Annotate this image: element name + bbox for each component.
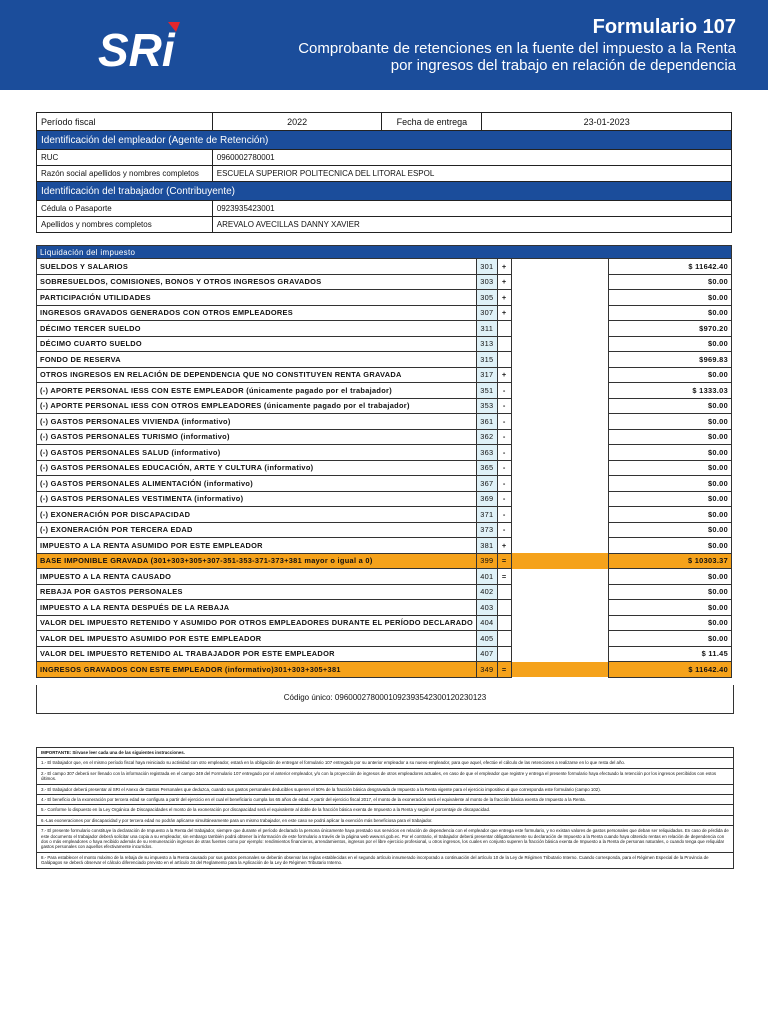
row-code: 311 [477, 321, 498, 337]
row-label: FONDO DE RESERVA [37, 352, 477, 368]
row-label: BASE IMPONIBLE GRAVADA (301+303+305+307-351-353-371-373+381 mayor o igual a 0) [37, 553, 477, 569]
row-sign: = [497, 553, 511, 569]
row-sign [497, 336, 511, 352]
row-label: IMPUESTO A LA RENTA ASUMIDO POR ESTE EMPLEADOR [37, 538, 477, 554]
row-spacer [511, 646, 608, 662]
row-label: SOBRESUELDOS, COMISIONES, BONOS Y OTROS INGRESOS GRAVADOS [37, 274, 477, 290]
row-code: 307 [477, 305, 498, 321]
instruction-item: 2.- El campo 307 deberá ser llenado con la información registrada en el campo 349 del Formulario 107 entregado por el anterior empleador, y/o con la proyección de ingresos de otros empleadores actuales, en caso de que el empleador que registre y entrega el presente formulario haya efectuado la retención por los ingresos percibidos con estos últimos. [37, 769, 733, 785]
liquidation-title: Liquidación del impuesto [37, 246, 732, 259]
period-label: Período fiscal [37, 113, 213, 131]
row-label: (-) EXONERACIÓN POR TERCERA EDAD [37, 522, 477, 538]
row-label: (-) GASTOS PERSONALES ALIMENTACIÓN (informativo) [37, 476, 477, 492]
unique-code: Código único: 0960002780001092393542300120230123 [36, 685, 734, 714]
row-value: $0.00 [609, 460, 732, 476]
sri-logo [96, 18, 184, 74]
row-value: $0.00 [609, 305, 732, 321]
row-label: DÉCIMO CUARTO SUELDO [37, 336, 477, 352]
row-spacer [511, 274, 608, 290]
row-code: 303 [477, 274, 498, 290]
row-value: $0.00 [609, 290, 732, 306]
row-sign: - [497, 507, 511, 523]
row-value: $970.20 [609, 321, 732, 337]
row-label: IMPUESTO A LA RENTA CAUSADO [37, 569, 477, 585]
row-value: $0.00 [609, 367, 732, 383]
date-value: 23-01-2023 [482, 113, 732, 131]
row-label: (-) GASTOS PERSONALES TURISMO (informativo) [37, 429, 477, 445]
row-code: 407 [477, 646, 498, 662]
row-label: PARTICIPACIÓN UTILIDADES [37, 290, 477, 306]
ruc-label: RUC [37, 150, 213, 166]
date-label: Fecha de entrega [382, 113, 482, 131]
row-code: 353 [477, 398, 498, 414]
row-spacer [511, 336, 608, 352]
instruction-item: 8.- Para establecer el monto máximo de la rebaja de su impuesto a la Renta causado por sus gastos personales se deberán observar las reglas establecidas en el segundo artículo innumerado incorporado a continuación del artículo 10 de la Ley de Régimen Tributario Interno. Cuando corresponda, para el Régimen Especial de la Provincia de Galápagos se deberá observar el cálculo diferenciado previsto en el artículo 34 del Reglamento para la Aplicación de la Ley de Régimen Tributario Interno. [41, 854, 709, 866]
row-code: 301 [477, 259, 498, 275]
row-code: 369 [477, 491, 498, 507]
row-code: 371 [477, 507, 498, 523]
row-value: $0.00 [609, 538, 732, 554]
liquidation-row [37, 383, 732, 399]
row-spacer [511, 383, 608, 399]
liquidation-row [37, 507, 732, 523]
row-spacer [511, 538, 608, 554]
liquidation-row [37, 398, 732, 414]
row-sign: - [497, 460, 511, 476]
instruction-item: 7.- El presente formulario constituye la declaración de Impuesto a la Renta del trabajador, siempre que durante el período declarado la persona únicamente haya prestado sus servicios en relación de dependencia con el empleador que entrega este formulario, y no existan valores de gastos personales que deban ser reliquidados. En caso de pérdida de este documento el trabajador deberá solicitar una copia a su empleador, sin embargo también podrá obtener la información de este formulario a través de la página web www.sri.gob.ec. Por el contrario, el trabajador deberá presentar obligatoriamente su declaración de Impuesto a la Renta cuando haya obtenido rentas en relación de dependencia con dos o más empleadores o haya recibido además de su remuneración ingresos de otras fuentes como por ejemplo: rendimientos financieros, arrendamientos, ingresos por el libre ejercicio profesional, u otros ingresos, los cuales en conjunto superen la fracción básica exenta de Impuesto a la Renta de personas naturales, o cuando tenga que reliquidar gastos personales con aquellos efectivamente incurridos. [37, 826, 733, 853]
liquidation-row [37, 615, 732, 631]
row-label: (-) GASTOS PERSONALES VIVIENDA (informativo) [37, 414, 477, 430]
row-code: 365 [477, 460, 498, 476]
row-sign: + [497, 259, 511, 275]
row-spacer [511, 305, 608, 321]
row-spacer [511, 507, 608, 523]
liquidation-row [37, 491, 732, 507]
row-value: $ 1333.03 [609, 383, 732, 399]
logo-text: SRi [98, 24, 175, 74]
liquidation-row [37, 259, 732, 275]
row-sign: + [497, 538, 511, 554]
row-spacer [511, 367, 608, 383]
page-header [0, 0, 768, 90]
row-sign: + [497, 274, 511, 290]
row-value: $ 11642.40 [609, 259, 732, 275]
row-spacer [511, 414, 608, 430]
instruction-item: 4.- El beneficio de la exoneración por tercera edad se configura a partir del ejercicio en el cual el beneficiario cumpla los 65 años de edad. A partir del ejercicio fiscal 2017, el monto de la exoneración será el equivalente al monto de la fracción básica exenta de Impuesto a la Renta. [37, 795, 733, 805]
row-spacer [511, 569, 608, 585]
instruction-item: 3.- El trabajador deberá presentar al SRI el Anexo de Gastos Personales que deduzca, cuando sus gastos personales deducibles superen el 50% de la fracción básica desgravada de Impuesto a la Renta vigente para el ejercicio impositivo al que corresponda este formulario (campo 102). [37, 785, 733, 795]
row-spacer [511, 662, 608, 678]
row-code: 315 [477, 352, 498, 368]
instruction-item: 5.- Conforme lo dispuesto en la Ley Orgánica de Discapacidades el monto de la exoneración por discapacidad será el equivalente al doble de la fracción básica exenta de Impuesto a la Renta y según el porcentaje de discapacidad. [37, 805, 733, 815]
row-sign [497, 600, 511, 616]
liquidation-row [37, 553, 732, 569]
row-label: (-) GASTOS PERSONALES SALUD (informativo) [37, 445, 477, 461]
row-label: INGRESOS GRAVADOS GENERADOS CON OTROS EMPLEADORES [37, 305, 477, 321]
row-value: $0.00 [609, 398, 732, 414]
row-code: 402 [477, 584, 498, 600]
row-value: $ 11.45 [609, 646, 732, 662]
row-sign: - [497, 414, 511, 430]
row-value: $0.00 [609, 584, 732, 600]
row-label: (-) GASTOS PERSONALES VESTIMENTA (informativo) [37, 491, 477, 507]
row-value: $0.00 [609, 522, 732, 538]
row-value: $0.00 [609, 274, 732, 290]
row-label: SUELDOS Y SALARIOS [37, 259, 477, 275]
period-row [37, 113, 732, 131]
row-code: 405 [477, 631, 498, 647]
worker-section-title: Identificación del trabajador (Contribuyente) [37, 182, 732, 201]
row-value: $ 11642.40 [609, 662, 732, 678]
subtitle-line-1: Comprobante de retenciones en la fuente del impuesto a la Renta [298, 40, 736, 57]
liquidation-row [37, 290, 732, 306]
instruction-item: 6.-Las exoneraciones por discapacidad y por tercera edad no podrán aplicarse simultáneamente para un mismo trabajador, en este caso se podrá aplicar la exención más beneficiosa para el trabajador. [37, 816, 733, 826]
row-sign [497, 321, 511, 337]
row-code: 305 [477, 290, 498, 306]
liquidation-row [37, 522, 732, 538]
row-label: (-) APORTE PERSONAL IESS CON ESTE EMPLEADOR (únicamente pagado por el trabajador) [37, 383, 477, 399]
row-spacer [511, 476, 608, 492]
liquidation-row [37, 367, 732, 383]
row-sign [497, 352, 511, 368]
row-sign [497, 646, 511, 662]
row-sign: - [497, 476, 511, 492]
row-label: VALOR DEL IMPUESTO RETENIDO Y ASUMIDO POR OTROS EMPLEADORES DURANTE EL PERÍODO DECLARADO [37, 615, 477, 631]
row-sign: + [497, 305, 511, 321]
row-spacer [511, 522, 608, 538]
row-code: 367 [477, 476, 498, 492]
row-sign: = [497, 569, 511, 585]
row-value: $0.00 [609, 429, 732, 445]
liquidation-row [37, 584, 732, 600]
row-spacer [511, 290, 608, 306]
worker-id-label: Cédula o Pasaporte [37, 201, 213, 217]
instructions-title: IMPORTANTE: Sírvase leer cada una de las siguientes instrucciones. [37, 748, 733, 758]
row-spacer [511, 584, 608, 600]
row-label: REBAJA POR GASTOS PERSONALES [37, 584, 477, 600]
ruc-value: 0960002780001 [212, 150, 731, 166]
employer-section-title: Identificación del empleador (Agente de Retención) [37, 131, 732, 150]
row-value: $0.00 [609, 336, 732, 352]
liquidation-table [36, 245, 732, 678]
row-code: 401 [477, 569, 498, 585]
form-title: Formulario 107 [592, 16, 736, 38]
row-value: $0.00 [609, 476, 732, 492]
subtitle-line-2: por ingresos del trabajo en relación de dependencia [390, 57, 736, 74]
row-code: 404 [477, 615, 498, 631]
instruction-item: 1.- El trabajador que, en el mismo período fiscal haya reiniciado su actividad con otro empleador, estará en la obligación de entregar el formulario 107 entregado por su anterior empleador a su nuevo empleador, para que aquel, efectúe el cálculo de las retenciones a realizarse en lo que resta del año. [37, 758, 733, 768]
row-label: VALOR DEL IMPUESTO RETENIDO AL TRABAJADOR POR ESTE EMPLEADOR [37, 646, 477, 662]
row-value: $0.00 [609, 491, 732, 507]
row-code: 363 [477, 445, 498, 461]
liquidation-row [37, 336, 732, 352]
row-value: $ 10303.37 [609, 553, 732, 569]
row-label: (-) APORTE PERSONAL IESS CON OTROS EMPLEADORES (únicamente pagado por el trabajador) [37, 398, 477, 414]
liquidation-row [37, 429, 732, 445]
row-code: 351 [477, 383, 498, 399]
worker-name-label: Apellidos y nombres completos [37, 217, 213, 233]
row-code: 373 [477, 522, 498, 538]
row-code: 362 [477, 429, 498, 445]
row-sign: - [497, 429, 511, 445]
row-code: 313 [477, 336, 498, 352]
row-sign: - [497, 491, 511, 507]
row-spacer [511, 352, 608, 368]
liquidation-row [37, 569, 732, 585]
row-label: (-) EXONERACIÓN POR DISCAPACIDAD [37, 507, 477, 523]
row-value: $0.00 [609, 445, 732, 461]
liquidation-row [37, 445, 732, 461]
row-value: $969.83 [609, 352, 732, 368]
row-value: $0.00 [609, 414, 732, 430]
row-spacer [511, 321, 608, 337]
row-value: $0.00 [609, 615, 732, 631]
row-code: 349 [477, 662, 498, 678]
row-sign: = [497, 662, 511, 678]
row-code: 399 [477, 553, 498, 569]
row-spacer [511, 553, 608, 569]
row-spacer [511, 491, 608, 507]
row-sign: + [497, 367, 511, 383]
liquidation-row [37, 538, 732, 554]
row-sign [497, 615, 511, 631]
liquidation-row [37, 476, 732, 492]
instructions-box [36, 747, 734, 869]
liquidation-row [37, 274, 732, 290]
row-spacer [511, 429, 608, 445]
row-label: DÉCIMO TERCER SUELDO [37, 321, 477, 337]
row-code: 403 [477, 600, 498, 616]
row-sign [497, 584, 511, 600]
row-sign: - [497, 522, 511, 538]
liquidation-row [37, 352, 732, 368]
identification-table [36, 112, 732, 233]
row-label: VALOR DEL IMPUESTO ASUMIDO POR ESTE EMPLEADOR [37, 631, 477, 647]
period-value: 2022 [212, 113, 382, 131]
row-spacer [511, 600, 608, 616]
employer-name-value: ESCUELA SUPERIOR POLITECNICA DEL LITORAL ESPOL [212, 166, 731, 182]
row-value: $0.00 [609, 631, 732, 647]
liquidation-row [37, 460, 732, 476]
row-spacer [511, 615, 608, 631]
row-label: IMPUESTO A LA RENTA DESPUÉS DE LA REBAJA [37, 600, 477, 616]
row-code: 381 [477, 538, 498, 554]
employer-name-label: Razón social apellidos y nombres completos [37, 166, 213, 182]
row-sign: - [497, 398, 511, 414]
worker-id-value: 0923935423001 [212, 201, 731, 217]
row-spacer [511, 460, 608, 476]
liquidation-row [37, 600, 732, 616]
row-value: $0.00 [609, 600, 732, 616]
form-subtitle [298, 40, 736, 74]
row-spacer [511, 398, 608, 414]
row-code: 361 [477, 414, 498, 430]
row-code: 317 [477, 367, 498, 383]
row-sign [497, 631, 511, 647]
row-sign: + [497, 290, 511, 306]
row-label: (-) GASTOS PERSONALES EDUCACIÓN, ARTE Y CULTURA (informativo) [37, 460, 477, 476]
worker-name-value: AREVALO AVECILLAS DANNY XAVIER [212, 217, 731, 233]
row-sign: - [497, 445, 511, 461]
liquidation-row [37, 631, 732, 647]
row-label: OTROS INGRESOS EN RELACIÓN DE DEPENDENCIA QUE NO CONSTITUYEN RENTA GRAVADA [37, 367, 477, 383]
row-spacer [511, 445, 608, 461]
liquidation-row [37, 646, 732, 662]
row-spacer [511, 259, 608, 275]
liquidation-row [37, 305, 732, 321]
row-spacer [511, 631, 608, 647]
liquidation-row [37, 414, 732, 430]
liquidation-row [37, 662, 732, 678]
row-value: $0.00 [609, 569, 732, 585]
liquidation-row [37, 321, 732, 337]
row-value: $0.00 [609, 507, 732, 523]
row-sign: - [497, 383, 511, 399]
row-label: INGRESOS GRAVADOS CON ESTE EMPLEADOR (informativo)301+303+305+381 [37, 662, 477, 678]
